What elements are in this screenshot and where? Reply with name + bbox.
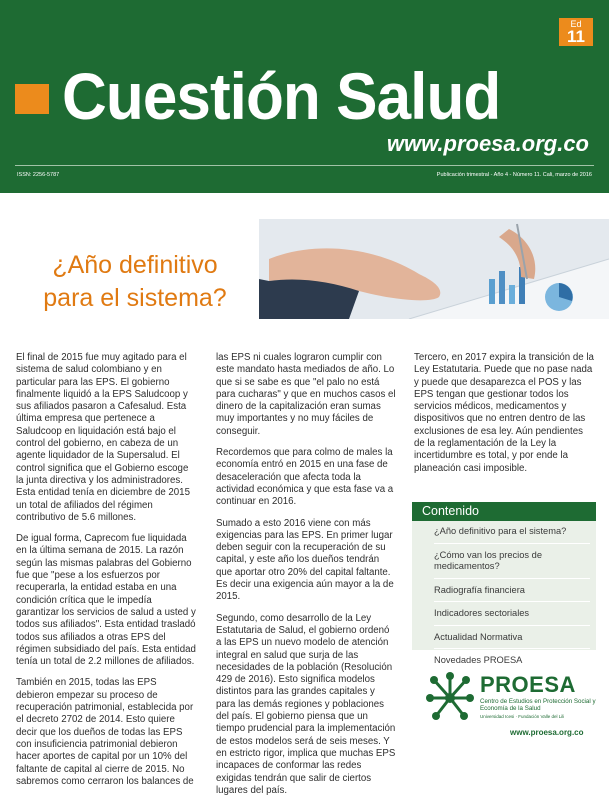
article-headline: ¿Año definitivo para el sistema? xyxy=(43,250,227,312)
logo-subtitle: Centro de Estudios en Protección Social y Economía de la Salud xyxy=(480,698,596,712)
logo-affiliation: Universidad Icesi · Fundación Valle del Lili xyxy=(480,714,565,719)
contents-heading: Contenido xyxy=(422,504,479,518)
contents-list xyxy=(434,526,590,679)
hero-photo xyxy=(259,219,609,319)
article-column-1 xyxy=(16,352,196,797)
paragraph: El final de 2015 fue muy agitado para el sistema de salud colombiano y en particular para las EPS. El gobierno finalmente liquidó a la EPS Saludcoop y sus afiliados pasaron a Cafesalud. Esta última empresa que pertenece a Saludcoop en liquidación está bajo el control del gobierno, en cabeza de un agente liquidador de la Supersalud. El control significa que el Gobierno escoge la junta directiva y los administradores. Esta entidad tenía en diciembre de 2015 un total de afiliados del régimen contributivo de 5.6 millones. xyxy=(16,352,190,523)
issn: ISSN: 2256-5787 xyxy=(17,172,60,178)
proesa-logo xyxy=(424,670,596,742)
network-figures-icon xyxy=(424,670,476,726)
paragraph: También en 2015, todas las EPS debieron empezar su proceso de recuperación patrimonial, establecida por el decreto 2702 de 2014. Esto quiere decir que los dueños de todas las EPS con insuficiencia patrimonial debieron hacer aportes de capital por un 10% del faltante de capital al cierre de 2015. No sabremos como cerraron los balances de xyxy=(16,677,194,787)
masthead-website[interactable]: www.proesa.org.co xyxy=(386,131,589,156)
contents-item[interactable]: ¿Año definitivo para el sistema? xyxy=(434,526,590,544)
contents-item[interactable]: Indicadores sectoriales xyxy=(434,608,590,626)
contents-item[interactable]: ¿Cómo van los precios de medicamentos? xyxy=(434,550,590,579)
contents-header xyxy=(412,502,596,521)
edition-label: Ed xyxy=(570,19,582,29)
masthead xyxy=(0,0,609,193)
contents-item[interactable]: Radiografía financiera xyxy=(434,585,590,603)
contents-box xyxy=(412,502,596,665)
publication-title: Cuestión Salud xyxy=(62,59,501,133)
paragraph: De igual forma, Caprecom fue liquidada en la última semana de 2015. La razón según las mismas palabras del Gobierno fue que "pese a los esfuerzos por recuperarla, la entidad estaba en una condición crítica que le impedía garantizar los servicios de salud a usted y todos sus afiliados". Esta entidad trasladó todos sus afiliados a otras EPS del régimen subsidiado del país. Esta entidad tenía un total de 2.2 millones de afiliados. xyxy=(16,533,196,668)
contents-item[interactable]: Actualidad Normativa xyxy=(434,632,590,650)
chart-hands-illustration xyxy=(259,219,609,319)
paragraph: Segundo, como desarrollo de la Ley Estatutaria de Salud, el gobierno ordenó a las EPS un nuevo modelo de atención integral en salud que surja de las necesidades de la población (Resolución 429 de 2016). Esto significa modelos distintos para las grandes capitales y para las demás regiones y poblaciones del país. El gobierno piensa que un tiempo prudencial para la implementación de estos modelos será de seis meses. Y en estricto rigor, implica que muchas EPS incapaces de conformar las redes exigidas tendrán que salir de ciertos lugares del país. xyxy=(216,612,396,796)
article-column-2 xyxy=(216,352,396,806)
publication-info: Publicación trimestral - Año 4 - Número 11. Cali, marzo de 2016 xyxy=(436,172,592,178)
edition-badge xyxy=(559,18,593,46)
edition-number: 11 xyxy=(567,27,585,46)
accent-bar xyxy=(15,84,49,114)
logo-website[interactable]: www.proesa.org.co xyxy=(510,728,584,737)
logo-name: PROESA xyxy=(480,672,576,697)
paragraph: Recordemos que para colmo de males la economía entró en 2015 en una fase de desaceleración que afecta toda la actividad económica y que esta fase va a continuar en 2016. xyxy=(216,447,394,508)
masthead-divider xyxy=(15,165,594,166)
paragraph: Sumado a esto 2016 viene con más exigencias para las EPS. En primer lugar deben seguir con la recuperación de su capital, y este año los dueños tendrán que aportar otro 20% del capital faltante. Es decir una exigencia aún mayor a la de 2015. xyxy=(216,517,394,603)
paragraph: las EPS ni cuales lograron cumplir con este mandato hasta mediados de año. Lo que si se sabe es que "el palo no está para cucharas" y que en muchos casos el dinero de la capitalización eran sumas muy importantes y no muy fáciles de conseguir. xyxy=(216,352,396,437)
article-column-3 xyxy=(414,352,594,484)
paragraph: Tercero, en 2017 expira la transición de la Ley Estatutaria. Puede que no pase nada y puede que desaparezca el POS y las EPS tengan que gestionar todos los servicios médicos, medicamentos y dispositivos que no entren dentro de las exclusiones de esa ley. Aún pendientes de la reglamentación de la Ley la incertidumbre es total, y por ende la planeación casi imposible. xyxy=(414,352,594,474)
contents-item[interactable]: Novedades PROESA xyxy=(434,655,590,673)
